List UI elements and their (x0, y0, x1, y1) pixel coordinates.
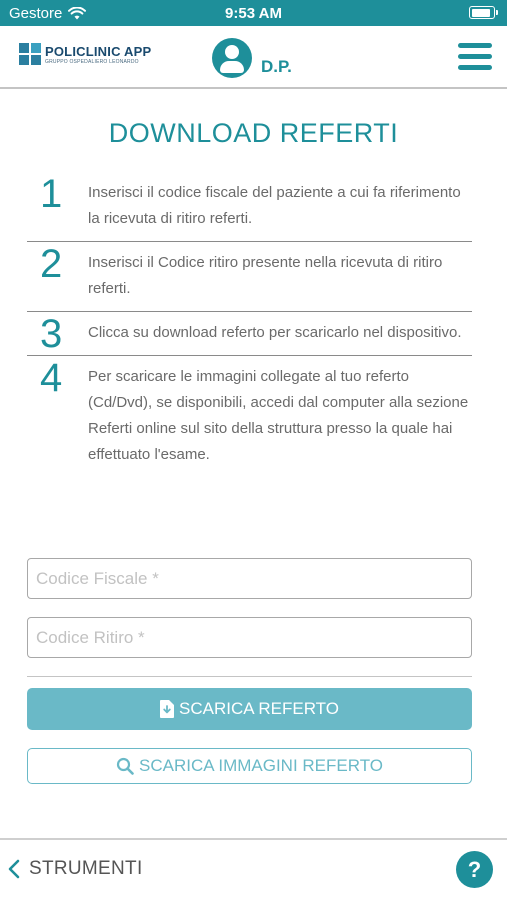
carrier-name: Gestore (9, 5, 63, 22)
page-title: DOWNLOAD REFERTI (108, 118, 399, 148)
search-icon (116, 757, 134, 775)
app-logo (19, 43, 151, 65)
step-item (27, 312, 472, 356)
help-button[interactable] (456, 851, 493, 888)
logo-name: POLICLINIC APP (45, 43, 152, 59)
scarica-referto-label: SCARICA REFERTO (179, 699, 339, 718)
scarica-immagini-label: SCARICA IMMAGINI REFERTO (138, 756, 384, 775)
step-text: Inserisci il codice fiscale del paziente a cui fa riferimento la ricevuta di ritiro referti. (88, 184, 461, 227)
help-icon: ? (467, 856, 482, 882)
status-time: 9:53 AM (225, 5, 282, 22)
step-item (27, 356, 472, 477)
back-label: STRUMENTI (29, 858, 143, 879)
step-text: Inserisci il Codice ritiro presente nella ricevuta di ritiro referti. (88, 254, 443, 297)
scarica-immagini-button[interactable] (27, 748, 472, 784)
step-number: 2 (40, 242, 63, 286)
step-text: Per scaricare le immagini collegate al tuo referto (Cd/Dvd), se disponibili, accedi dal computer alla sezione Referti online sul sito della struttura presso la quale hai effettuato l'esame. (88, 368, 469, 463)
step-item (27, 172, 472, 242)
step-item (27, 242, 472, 312)
hamburger-menu-icon[interactable] (458, 41, 492, 73)
instruction-steps (27, 172, 472, 477)
step-text: Clicca su download referto per scaricarlo nel dispositivo. (88, 324, 462, 341)
logo-subtitle: GRUPPO OSPEDALIERO LEONARDO (45, 58, 139, 65)
app-header (0, 26, 507, 89)
chevron-left-icon (8, 859, 20, 879)
step-number: 1 (40, 172, 63, 216)
step-number: 3 (40, 312, 63, 356)
user-initials: D.P. (261, 57, 292, 76)
file-download-icon (160, 700, 174, 718)
bottom-bar (0, 838, 507, 900)
codice-ritiro-input[interactable] (27, 617, 472, 658)
scarica-referto-button[interactable] (27, 688, 472, 730)
battery-icon (469, 6, 495, 19)
user-avatar-icon[interactable] (212, 38, 252, 78)
logo-mark (19, 43, 41, 65)
status-bar (0, 0, 507, 26)
codice-fiscale-input[interactable] (27, 558, 472, 599)
step-number: 4 (40, 356, 63, 400)
back-strumenti-button[interactable] (8, 858, 143, 880)
user-profile[interactable] (212, 38, 292, 78)
form-divider (27, 676, 472, 677)
